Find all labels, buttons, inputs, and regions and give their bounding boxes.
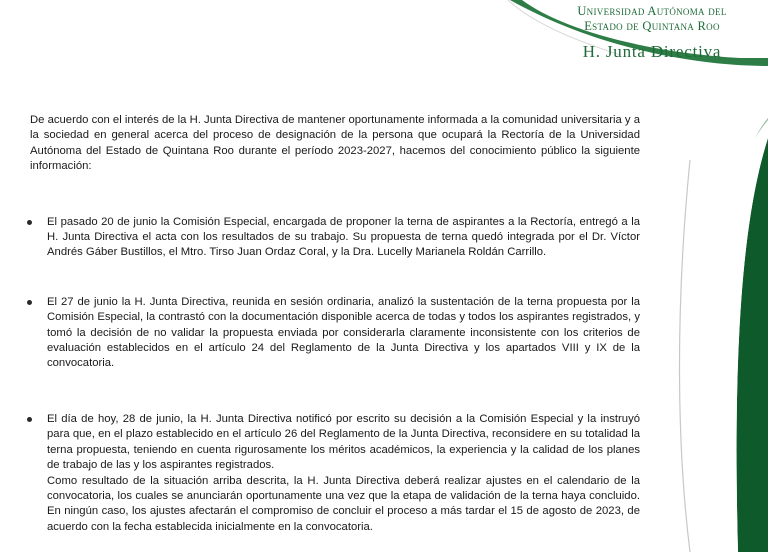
bullet-dot-icon (27, 220, 32, 225)
bullet-item (30, 412, 640, 474)
university-name-line-2: Estado de Quintana Roo (584, 19, 720, 33)
board-name: H. Junta Directiva (582, 42, 722, 61)
closing-paragraph: Como resultado de la situación arriba descrita, la H. Junta Directiva deberá realizar ajustes en el calendario de la convocatoria, los cuales se anunciarán oportunamente una vez que la etapa de validación de la terna haya concluido. En ningún caso, los ajustes afectarán el compromiso de concluir el proceso a más tardar el 15 de agosto de 2023, de acuerdo con la fecha establecida inicialmente en la convocatoria. (47, 474, 640, 533)
intro-paragraph: De acuerdo con el interés de la H. Junta Directiva de mantener oportunamente informada a la comunidad universitaria y a la sociedad en general acerca del proceso de designación de la persona que ocupará la Rectoría de la Universidad Autónoma del Estado de Quintana Roo durante el período 2023-2027, hacemos del conocimiento público la siguiente información: (30, 114, 640, 173)
bullet-list (30, 215, 640, 474)
bullet-text: El 27 de junio la H. Junta Directiva, reunida en sesión ordinaria, analizó la sustentación de la terna propuesta por la Comisión Especial, la contrastó con la documentación disponible acerca de todas y todos los aspirantes registrados, y tomó la decisión de no validar la propuesta enviada por considerarla claramente inconsistente con los criterios de evaluación establecidos en el artículo 24 del Reglamento de la Junta Directiva y los apartados VIII y IX de la convocatoria. (47, 295, 640, 370)
bullet-item (30, 295, 640, 372)
bullet-item (30, 215, 640, 261)
bullet-text: El pasado 20 de junio la Comisión Especial, encargada de proponer la terna de aspirantes a la Rectoría, entregó a la H. Junta Directiva el acta con los resultados de su trabajo. Su propuesta de terna quedó integrada por el Dr. Víctor Andrés Gáber Bustillos, el Mtro. Tirso Juan Ordaz Coral, y la Dra. Lucelly Marianela Roldán Carrillo. (47, 215, 640, 259)
bullet-text: El día de hoy, 28 de junio, la H. Junta Directiva notificó por escrito su decisión a la Comisión Especial y la instruyó para que, en el plazo establecido en el artículo 26 del Reglamento de la Junta Directiva, reconsidere en su totalidad la terna propuesta, teniendo en cuenta rigurosamente los méritos académicos, la experiencia y la calidad de los planes de trabajo de las y los aspirantes registrados. (47, 412, 640, 472)
letterhead (562, 4, 742, 62)
document-body (30, 113, 640, 535)
bullet-dot-icon (27, 300, 32, 305)
university-name-line-1: Universidad Autónoma del (577, 4, 727, 18)
bullet-dot-icon (27, 417, 32, 422)
grey-curve-line (680, 160, 691, 552)
